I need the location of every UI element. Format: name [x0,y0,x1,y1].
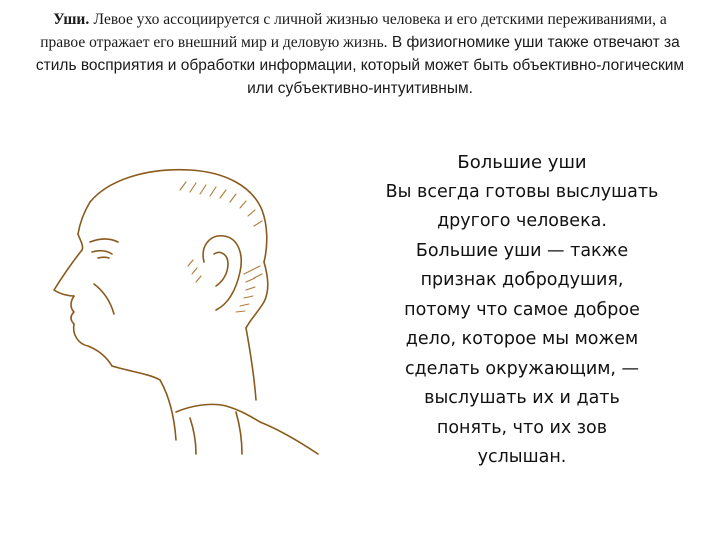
intro-first-sentence: Левое ухо ассоциируется с личной жизнью человека и его детскими переживаниями, а правое отражает его внешний мир и деловую жизнь. [40,11,667,51]
intro-paragraph [30,8,690,100]
intro-lead: Уши. [53,11,90,28]
intro-rest: В физиогномике уши также отвечают за стиль восприятия и обработки информации, который может быть объективно-логическим или субъективно-интуитивным. [35,34,685,97]
section-heading: Большие уши [457,152,587,173]
head-profile-sketch-icon [40,150,360,460]
big-ears-section [352,148,692,473]
section-body: Вы всегда готовы выслушать другого человека. Большие уши — также признак добродушия, потому что самое доброе дело, которое мы можем сделать окружающим, — выслушать их и дать понять, что их зов услышан. [385,181,659,467]
